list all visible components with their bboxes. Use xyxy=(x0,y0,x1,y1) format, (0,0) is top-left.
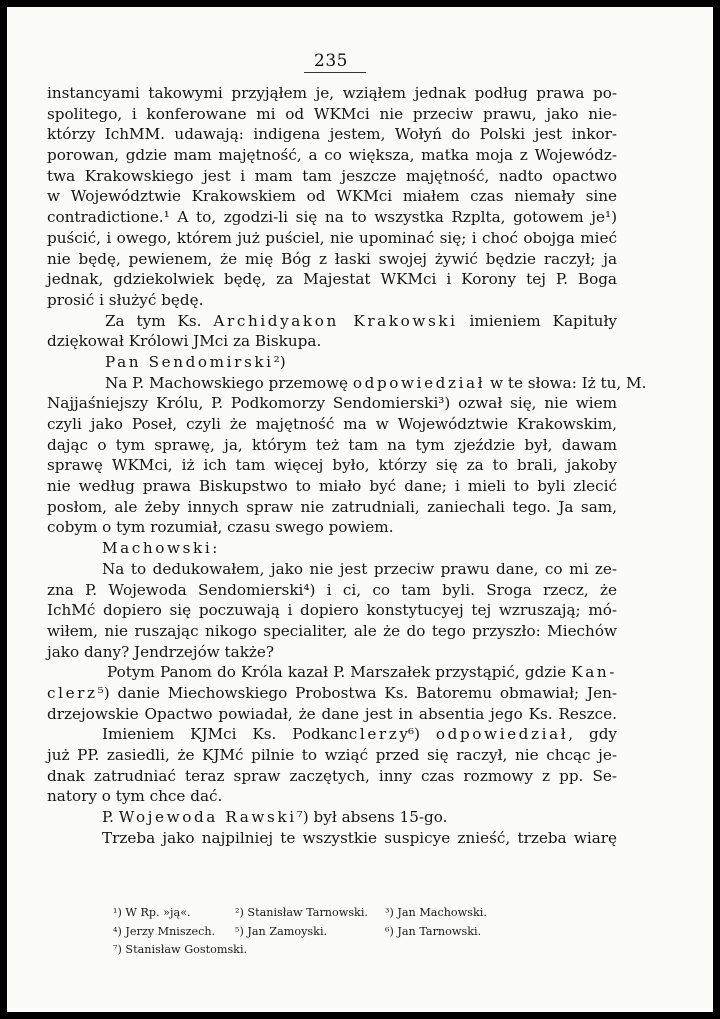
text-line: Na P. Machowskiego przemowę odpowiedział w te słowa: Iż tu, M. xyxy=(105,373,647,392)
text-line: Trzeba jako najpilniej te wszystkie suspicye znieść, trzeba wiarę xyxy=(102,828,617,847)
text-line: drzejowskie Opactwo powiadał, że dane jest in absentia jego Ks. Reszce. xyxy=(47,704,617,723)
text-line: dziękował Królowi JMci za Biskupa. xyxy=(47,332,322,351)
footnote-row xyxy=(113,941,533,960)
text-line: jednak, gdziekolwiek będę, za Majestat WKMci i Korony tej P. Boga xyxy=(47,270,617,289)
text-line: Za tym Ks. Archidyakon Krakowski imieniem Kapituły xyxy=(105,311,617,330)
text-line: contradictione.¹ A to, zgodzi-li się na to wszystka Rzplta, gotowem je¹) xyxy=(47,208,617,227)
text-line: prosić i służyć będę. xyxy=(47,290,204,309)
text-line: dnak zatrudniać teraz spraw zaczętych, inny czas rozmowy z pp. Se- xyxy=(47,766,617,785)
text-line: clerz⁵) danie Miechowskiego Probostwa Ks. Batoremu obmawiał; Jen- xyxy=(47,683,617,702)
footnote: ⁷) Stanisław Gostomski. xyxy=(113,943,248,956)
text-line: Potym Panom do Króla kazał P. Marszałek przystąpić, gdzie Kan- xyxy=(107,663,617,682)
footnote: ³) Jan Machowski. xyxy=(385,906,487,919)
text-line: Najjaśniejszy Królu, P. Podkomorzy Sendomierski³) ozwał się, nie wiem xyxy=(47,394,617,413)
speaker-heading: Pan Sendomirski²) xyxy=(105,352,286,371)
text-line: czyli jako Poseł, czyli że majętność ma w Województwie Krakowskim, xyxy=(47,415,617,433)
header-rule xyxy=(304,72,366,73)
text-line: w Województwie Krakowskiem od WKMci miałem czas niemały sine xyxy=(47,187,617,206)
footnote: ²) Stanisław Tarnowski. xyxy=(235,906,368,919)
text-line: natory o tym chce dać. xyxy=(47,787,223,806)
text-line: posłom, ale żeby innych spraw nie zatrudniali, zaniechali tego. Ja sam, xyxy=(47,497,617,516)
footnote: ⁴) Jerzy Mniszech. xyxy=(113,924,216,938)
text-line: dając o tym sprawę, ja, którym też tam na tym zjeździe był, dawam xyxy=(47,435,617,454)
speaker-heading: Machowski: xyxy=(102,539,221,558)
text-line: puścić, i owego, którem już puściel, nie upominać się; i choć obojga mieć xyxy=(47,228,617,247)
text-line: IchMć dopiero się poczuwają i dopiero konstytucyej tej wzruszają; mó- xyxy=(47,601,617,620)
footnotes xyxy=(113,904,533,960)
text-line: P. Wojewoda Rawski⁷) był absens 15-go. xyxy=(102,808,448,827)
text-line: nie według prawa Biskupstwo to miało być dane; i mieli to byli zlecić xyxy=(47,477,617,496)
text-line: porowan, gdzie mam majętność, a co większa, matka moja z Wojewódz- xyxy=(47,146,617,165)
text-line: Na to dedukowałem, jako nie jest przeciw prawu dane, co mi ze- xyxy=(102,559,617,578)
body-text xyxy=(47,83,647,848)
text-line: nie będę, pewienem, że mię Bóg z łaski swojej żywić będzie raczył; ja xyxy=(47,249,617,268)
footnote: ⁵) Jan Zamoyski. xyxy=(235,924,328,938)
text-line: instancyami takowymi przyjąłem je, wziąłem jednak podług prawa po- xyxy=(47,84,617,102)
text-line: Imieniem KJMci Ks. Podkanclerzy⁶) odpowiedział, gdy xyxy=(102,725,617,744)
text-line: już PP. zasiedli, że KJMć pilnie to wziąć przed się raczył, nie chcąc je- xyxy=(47,746,617,764)
text-line: zna P. Wojewoda Sendomierski⁴) i ci, co tam byli. Sroga rzecz, że xyxy=(47,580,617,599)
text-line: sprawę WKMci, iż ich tam więcej było, którzy się za to brali, jakoby xyxy=(47,456,617,475)
text-line: cobym o tym rozumiał, czasu swego powiem. xyxy=(47,518,394,537)
text-line: którzy IchMM. udawają: indigena jestem, Wołyń do Polski jest inkor- xyxy=(47,125,617,144)
page-number: 235 xyxy=(314,51,348,71)
book-page xyxy=(7,7,713,1012)
footnote-row xyxy=(113,923,533,942)
footnote: ¹) W Rp. »ją«. xyxy=(113,906,191,919)
text-line: spolitego, i konferowane mi od WKMci nie przeciw prawu, jako nie- xyxy=(47,104,617,123)
text-line: twa Krakowskiego jest i mam tam jeszcze majętność, nadto opactwo xyxy=(47,166,617,185)
footnote-row xyxy=(113,904,533,923)
footnote: ⁶) Jan Tarnowski. xyxy=(385,924,482,938)
text-line: jako dany? Jendrzejów także? xyxy=(47,642,275,661)
text-line: wiłem, nie ruszając nikogo specialiter, ale że do tego przyszło: Miechów xyxy=(47,621,617,640)
